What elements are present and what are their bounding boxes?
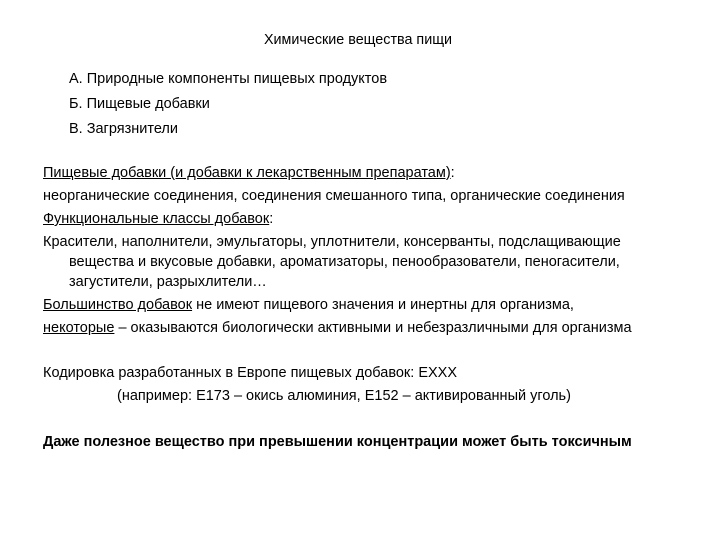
some-statement-underlined: некоторые [43, 320, 115, 336]
majority-statement-underlined: Большинство добавок [43, 297, 193, 313]
some-statement-rest: – оказываются биологически активными и небезразличными для организма [114, 320, 632, 336]
functional-classes-line-1: Красители, наполнители, эмульгаторы, уплотнители, консерванты, подслащивающие [43, 234, 621, 250]
additives-heading [43, 164, 455, 182]
compound-types: неорганические соединения, соединения смешанного типа, органические соединения [43, 188, 625, 204]
coding-line: Кодировка разработанных в Европе пищевых добавок: ЕХХХ [43, 365, 458, 381]
category-natural-components: А. Природные компоненты пищевых продуктов [69, 71, 388, 87]
majority-statement [43, 296, 574, 314]
category-contaminants: В. Загрязнители [69, 121, 178, 137]
some-statement [43, 319, 632, 337]
coding-example: (например: Е173 – окись алюминия, Е152 – активированный уголь) [117, 388, 571, 404]
category-food-additives: Б. Пищевые добавки [69, 96, 210, 112]
functional-classes-line-2: вещества и вкусовые добавки, ароматизаторы, пенообразователи, пеногасители, [69, 254, 620, 270]
functional-classes-heading-colon: : [269, 211, 274, 227]
functional-classes-heading-text: Функциональные классы добавок [43, 211, 270, 227]
conclusion: Даже полезное вещество при превышении концентрации может быть токсичным [43, 434, 632, 450]
functional-classes-line-3: загустители, разрыхлители… [69, 274, 267, 290]
functional-classes-heading [43, 210, 273, 228]
slide-title: Химические вещества пищи [263, 32, 453, 48]
additives-heading-text: Пищевые добавки (и добавки к лекарственным препаратам) [43, 165, 451, 181]
additives-heading-colon: : [450, 165, 455, 181]
majority-statement-rest: не имеют пищевого значения и инертны для организма, [192, 297, 574, 313]
